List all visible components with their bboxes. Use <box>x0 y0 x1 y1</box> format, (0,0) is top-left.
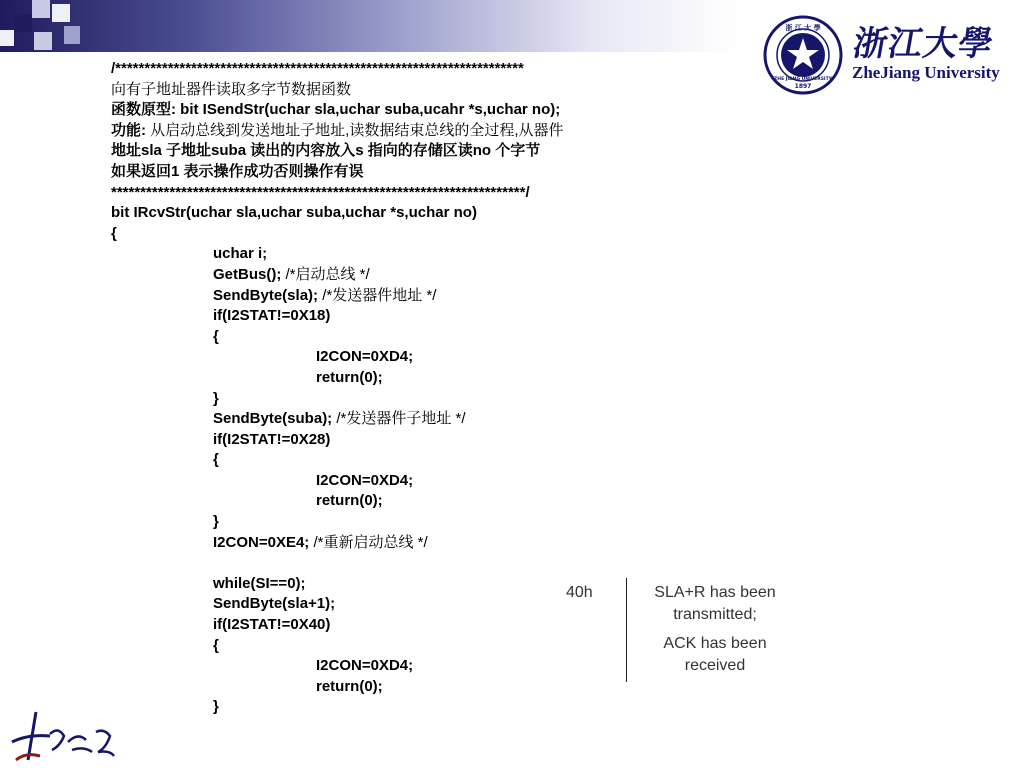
table-divider <box>626 578 627 682</box>
code-text: SendByte(suba); <box>213 410 337 428</box>
header-band <box>0 0 740 52</box>
code-text: if(I2STAT!=0X18) <box>213 307 331 325</box>
status-code: 40h <box>566 584 593 601</box>
code-text: { <box>213 451 219 469</box>
seal-year: 1897 <box>794 83 812 90</box>
code-text: 功能: <box>111 121 151 139</box>
code-comment: /*启动总线 */ <box>285 265 370 283</box>
code-text: return(0); <box>316 492 383 510</box>
code-comment: 向有子地址器件读取多字节数据函数 <box>111 80 352 98</box>
seal-text: ZHE JIANG UNIVERSITY <box>774 77 832 82</box>
code-line <box>111 512 651 533</box>
code-line <box>111 389 651 410</box>
seal-top-text: 浙 江 大 學 <box>785 24 821 32</box>
code-line <box>111 491 651 512</box>
code-text: if(I2STAT!=0X40) <box>213 616 331 634</box>
code-line <box>111 430 651 451</box>
code-line <box>111 183 651 204</box>
header-square-4 <box>34 32 52 50</box>
code-comment: 从启动总线到发送地址子地址,读数据结束总线的全过程,从器件 <box>150 121 564 139</box>
code-comment: /*发送器件地址 */ <box>322 286 437 304</box>
status-line-3: ACK has been <box>663 635 767 652</box>
code-text: 函数原型: bit ISendStr(uchar sla,uchar suba,ucahr *s,uchar no); <box>111 101 561 119</box>
header-square-2 <box>32 0 50 18</box>
code-text: return(0); <box>316 677 383 695</box>
status-line-1: SLA+R has been <box>654 584 776 601</box>
code-text: SendByte(sla); <box>213 286 323 304</box>
code-text: } <box>213 698 219 716</box>
code-text: bit IRcvStr(uchar sla,uchar suba,uchar *s,uchar no) <box>111 204 477 222</box>
code-text: } <box>213 513 219 531</box>
code-line <box>111 450 651 471</box>
code-line <box>111 327 651 348</box>
code-line <box>111 471 651 492</box>
code-line <box>111 121 651 142</box>
code-text: GetBus(); <box>213 265 286 283</box>
code-text: 地址sla 子地址suba 读出的内容放入s 指向的存储区读no 个字节 <box>111 142 541 160</box>
code-line <box>111 347 651 368</box>
code-line <box>111 533 651 554</box>
code-text: { <box>213 327 219 345</box>
code-text: } <box>213 389 219 407</box>
code-text: I2CON=0XE4; <box>213 533 314 551</box>
code-line <box>111 697 651 718</box>
university-name-cn: 浙江大學 <box>849 24 997 64</box>
university-logo <box>762 14 1018 96</box>
code-text: { <box>213 636 219 654</box>
code-text: ***********************************************************************/ <box>111 183 530 201</box>
code-line <box>111 409 651 430</box>
code-comment: /*发送器件子地址 */ <box>336 410 466 428</box>
code-text: I2CON=0XD4; <box>316 657 414 675</box>
code-text: return(0); <box>316 368 383 386</box>
code-text: 如果返回1 表示操作成功否则操作有误 <box>111 162 364 180</box>
university-seal-icon <box>762 14 844 96</box>
code-text: I2CON=0XD4; <box>316 471 414 489</box>
signature-logo-icon <box>6 706 118 766</box>
code-line <box>111 162 651 183</box>
header-square-1 <box>14 14 32 32</box>
status-table-fragment <box>560 578 800 688</box>
code-text: /********************************************************************** <box>111 60 524 77</box>
code-line <box>111 141 651 162</box>
code-text: uchar i; <box>213 245 268 263</box>
code-text: if(I2STAT!=0X28) <box>213 430 331 448</box>
university-name-en: ZheJiang University <box>852 63 1000 82</box>
header-square-5 <box>0 30 14 46</box>
code-line <box>111 203 651 224</box>
code-line <box>111 244 651 265</box>
header-square-3 <box>52 4 70 22</box>
status-line-2: transmitted; <box>673 606 757 623</box>
code-text: SendByte(sla+1); <box>213 595 336 613</box>
header-square-6 <box>64 26 80 44</box>
code-line <box>111 59 651 80</box>
code-line <box>111 286 651 307</box>
code-line <box>111 265 651 286</box>
code-comment: /*重新启动总线 */ <box>313 533 428 551</box>
code-line <box>111 368 651 389</box>
code-text: { <box>111 224 117 242</box>
code-line <box>111 80 651 101</box>
code-line <box>111 100 651 121</box>
code-line <box>111 306 651 327</box>
code-line <box>111 224 651 245</box>
status-line-4: received <box>684 657 746 674</box>
code-text: I2CON=0XD4; <box>316 348 414 366</box>
code-line <box>111 553 651 574</box>
code-text: while(SI==0); <box>213 574 306 592</box>
